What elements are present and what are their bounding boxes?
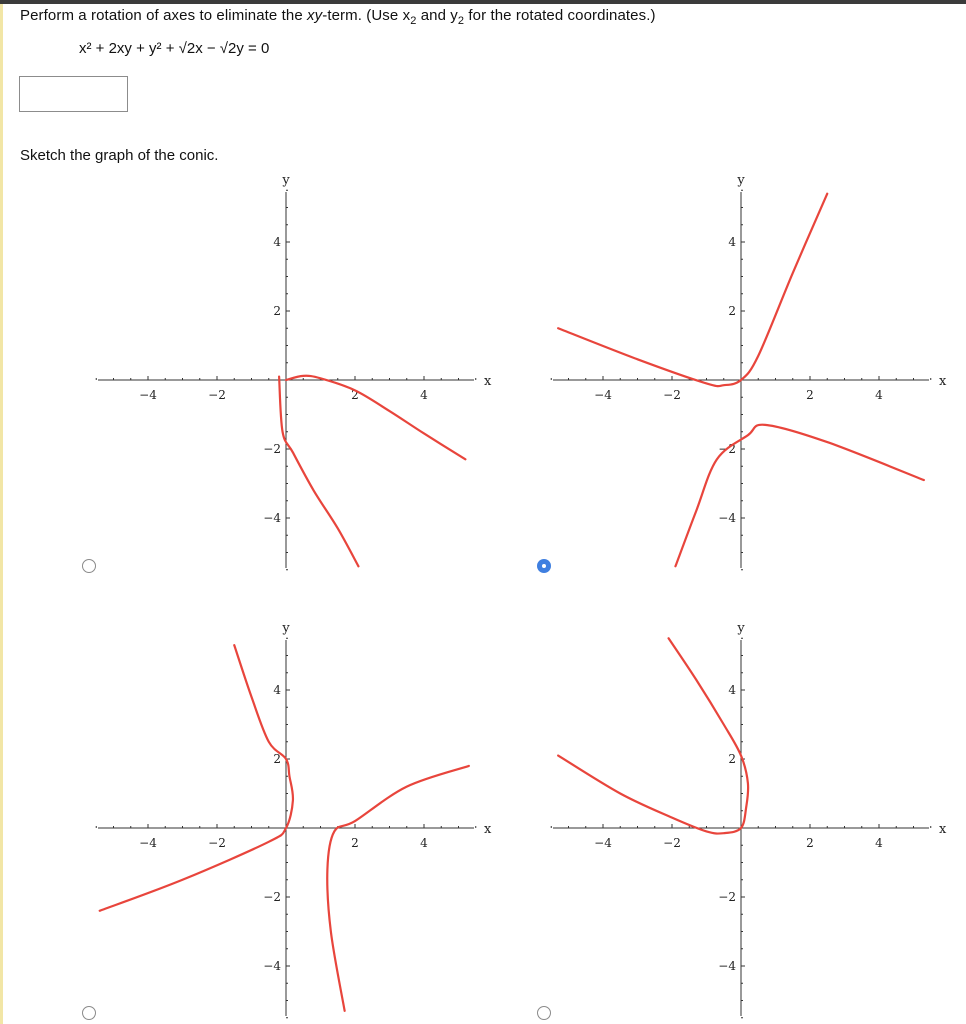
y-tick-label: 4	[273, 683, 281, 697]
x-axis-label: x	[939, 374, 947, 389]
y-tick-label: −4	[718, 511, 736, 525]
x-tick-label: 2	[351, 388, 359, 402]
graph-option-d	[551, 621, 947, 1018]
y-tick-label: −2	[718, 442, 736, 456]
x-tick-label: 4	[875, 388, 883, 402]
y-axis-label: y	[737, 621, 745, 636]
y-tick-label: −4	[263, 511, 281, 525]
conic-curve-branch-1	[558, 194, 827, 386]
y-tick-label: −2	[263, 890, 281, 904]
x-tick-label: 2	[806, 836, 814, 850]
y-tick-label: 4	[728, 235, 736, 249]
y-axis-label: y	[282, 173, 290, 188]
graph-option-b	[551, 173, 947, 570]
y-axis-label: y	[737, 173, 745, 188]
radio-option-d[interactable]	[537, 1006, 551, 1020]
x-tick-label: −2	[663, 836, 681, 850]
y-tick-label: 2	[728, 752, 736, 766]
conic-curve-branch-1	[558, 638, 748, 833]
x-tick-label: −4	[594, 388, 612, 402]
x-tick-label: 2	[806, 388, 814, 402]
graph-option-a	[96, 173, 492, 570]
conic-curve-branch-2	[327, 766, 469, 1011]
x-axis-label: x	[939, 822, 947, 837]
y-axis-label: y	[282, 621, 290, 636]
conic-curve-branch-1	[286, 376, 465, 460]
radio-option-c[interactable]	[82, 1006, 96, 1020]
graph-option-c	[96, 621, 492, 1018]
equation: x² + 2xy + y² + √2x − √2y = 0	[79, 40, 270, 57]
y-tick-label: 2	[273, 304, 281, 318]
y-tick-label: −4	[718, 959, 736, 973]
x-tick-label: 4	[420, 836, 428, 850]
question-part: -term. (Use x	[322, 7, 411, 24]
y-tick-label: −2	[263, 442, 281, 456]
question-xy: xy	[307, 7, 323, 24]
x-axis-label: x	[484, 822, 492, 837]
question-subscript: 2	[457, 15, 465, 27]
conic-curve-branch-2	[675, 425, 923, 567]
y-tick-label: 4	[728, 683, 736, 697]
y-tick-label: 2	[273, 752, 281, 766]
x-tick-label: 4	[420, 388, 428, 402]
sketch-prompt: Sketch the graph of the conic.	[20, 147, 219, 164]
y-tick-label: 4	[273, 235, 281, 249]
conic-curve-branch-2	[279, 377, 358, 567]
x-tick-label: −4	[139, 836, 157, 850]
x-tick-label: −4	[594, 836, 612, 850]
x-tick-label: −2	[208, 836, 226, 850]
y-tick-label: 2	[728, 304, 736, 318]
question-part: and y	[416, 7, 458, 24]
x-tick-label: −2	[663, 388, 681, 402]
y-tick-label: −4	[263, 959, 281, 973]
x-axis-label: x	[484, 374, 492, 389]
question-part: Perform a rotation of axes to eliminate the	[20, 7, 308, 24]
question-part: for the rotated coordinates.)	[464, 7, 656, 24]
y-tick-label: −2	[718, 890, 736, 904]
conic-curve-branch-1	[100, 645, 293, 911]
radio-option-a[interactable]	[82, 559, 96, 573]
x-tick-label: 2	[351, 836, 359, 850]
radio-option-b[interactable]	[537, 559, 551, 573]
x-tick-label: −2	[208, 388, 226, 402]
x-tick-label: 4	[875, 836, 883, 850]
question-subscript: 2	[410, 15, 417, 27]
x-tick-label: −4	[139, 388, 157, 402]
